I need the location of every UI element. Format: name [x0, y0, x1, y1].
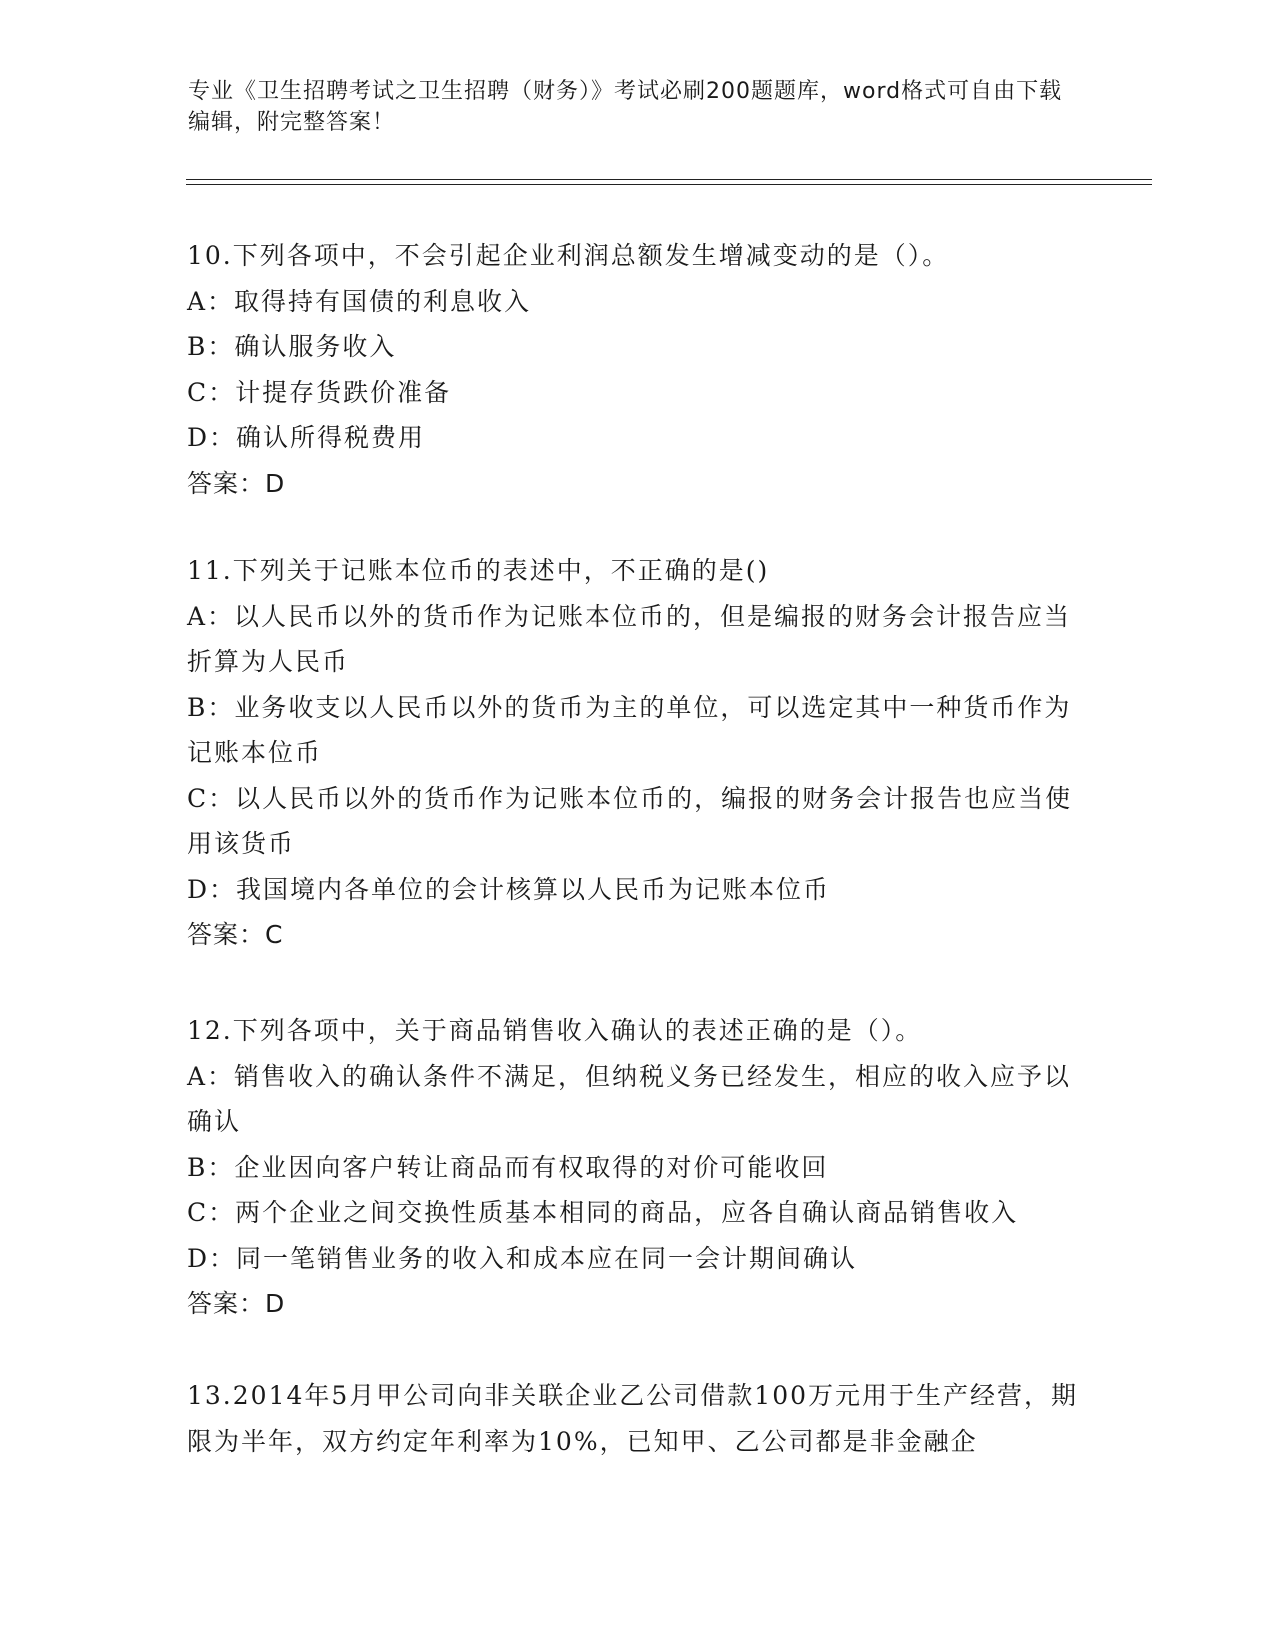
option-a: A：取得持有国债的利息收入	[187, 286, 532, 316]
answer-line: 答案：D	[187, 468, 286, 498]
question-10	[187, 233, 1087, 506]
question-13	[187, 1373, 1087, 1464]
header-divider-bottom	[186, 184, 1152, 185]
answer-line: 答案：C	[187, 920, 284, 949]
question-stem: 12.下列各项中，关于商品销售收入确认的表述正确的是（）。	[187, 1016, 923, 1045]
option-d: D：确认所得税费用	[187, 423, 426, 452]
question-stem: 13.2014年5月甲公司向非关联企业乙公司借款100万元用于生产经营，期限为半年，双方约定年利率为10%，已知甲、乙公司都是非金融企	[187, 1381, 1079, 1456]
option-a: A：销售收入的确认条件不满足，但纳税义务已经发生，相应的收入应予以确认	[187, 1061, 1072, 1136]
option-b: B：企业因向客户转让商品而有权取得的对价可能收回	[187, 1152, 829, 1182]
option-b: B：业务收支以人民币以外的货币为主的单位，可以选定其中一种货币作为记账本位币	[187, 692, 1072, 767]
option-d: D：我国境内各单位的会计核算以人民币为记账本位币	[187, 874, 831, 904]
option-a: A：以人民币以外的货币作为记账本位币的，但是编报的财务会计报告应当折算为人民币	[187, 601, 1072, 676]
answer-line: 答案：D	[187, 1289, 286, 1318]
option-c: C：以人民币以外的货币作为记账本位币的，编报的财务会计报告也应当使用该货币	[187, 783, 1073, 858]
option-d: D：同一笔销售业务的收入和成本应在同一会计期间确认	[187, 1243, 858, 1273]
question-stem: 10.下列各项中，不会引起企业利润总额发生增减变动的是（）。	[187, 241, 950, 270]
option-b: B：确认服务收入	[187, 332, 397, 361]
option-c: C：计提存货跌价准备	[187, 377, 452, 407]
question-stem: 11.下列关于记账本位币的表述中，不正确的是()	[187, 556, 770, 585]
question-12	[187, 1008, 1087, 1327]
question-11	[187, 548, 1087, 958]
document-header: 专业《卫生招聘考试之卫生招聘（财务）》考试必刷200题题库，word格式可自由下载编辑，附完整答案！	[188, 79, 1063, 135]
header-divider-top	[186, 179, 1152, 180]
option-c: C：两个企业之间交换性质基本相同的商品，应各自确认商品销售收入	[187, 1198, 1019, 1227]
